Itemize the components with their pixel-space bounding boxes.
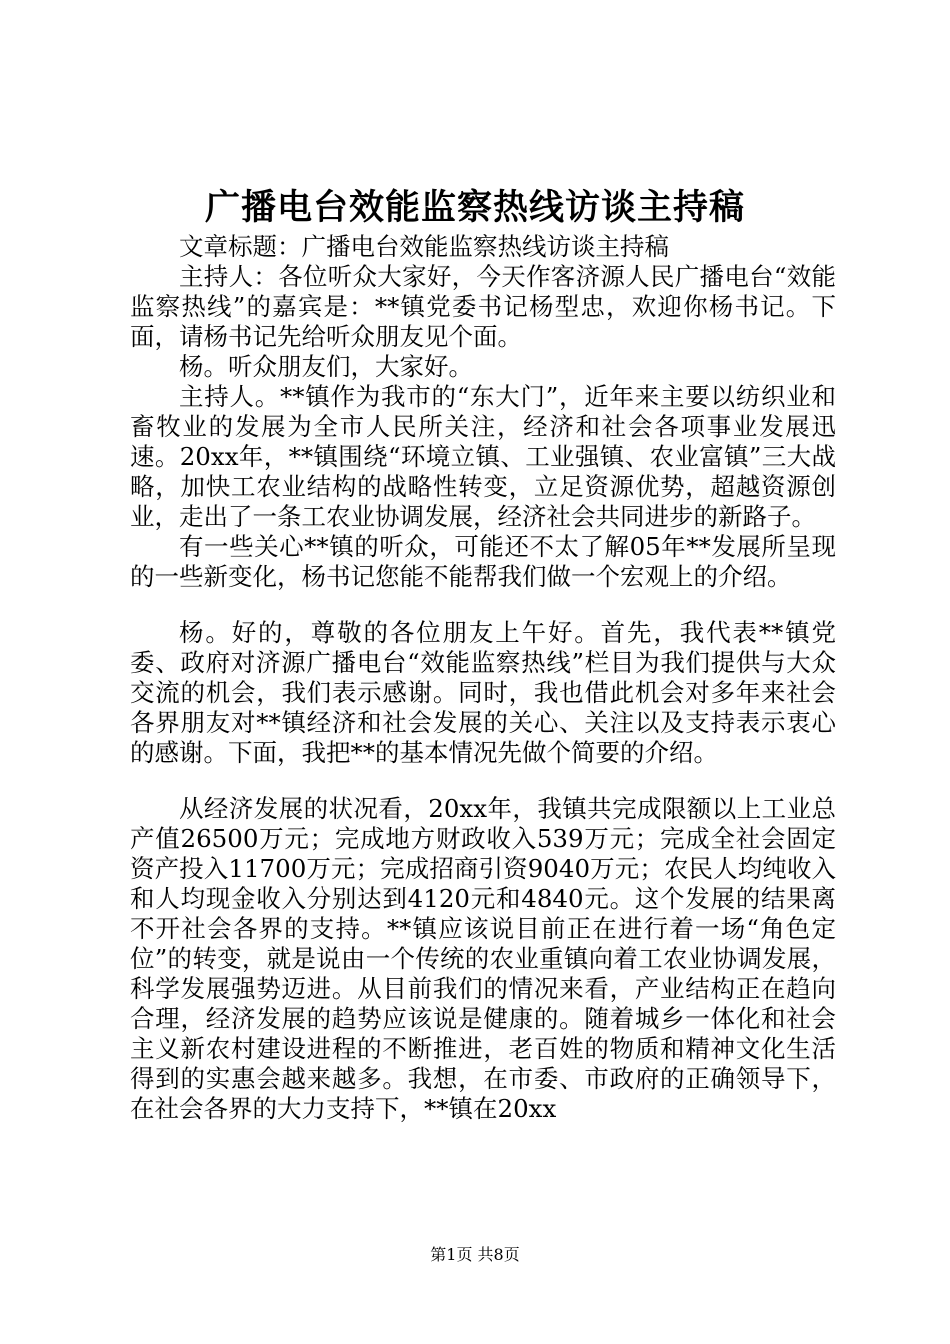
page-number-footer: 第1页 共8页 <box>430 1245 520 1264</box>
document-title: 广播电台效能监察热线访谈主持稿 <box>204 187 745 228</box>
paragraph-host-intro: 主持人：各位听众大家好，今天作客济源人民广播电台“效能监察热线”的嘉宾是：**镇党委书记杨型忠，欢迎你杨书记。下面，请杨书记先给听众朋友见个面。 <box>130 262 836 351</box>
paragraph-economic-status: 从经济发展的状况看，20xx年，我镇共完成限额以上工业总产值26500万元；完成地方财政收入539万元；完成全社会固定资产投入11700万元；完成招商引资9040万元；农民人均纯收入和人均现金收入分别达到4120元和4840元。这个发展的结果离不开社会各界的支持。**镇应该说目前正在进行着一场“角色定位”的转变，就是说由一个传统的农业重镇向着工农业协调发展，科学发展强势迈进。从目前我们的情况来看，产业结构正在趋向合理，经济发展的趋势应该说是健康的。随着城乡一体化和社会主义新农村建设进程的不断推进，老百姓的物质和精神文化生活得到的实惠会越来越多。我想，在市委、市政府的正确领导下，在社会各界的大力支持下，**镇在20xx <box>130 794 836 1123</box>
paragraph-host-question: 有一些关心**镇的听众，可能还不太了解05年**发展所呈现的一些新变化，杨书记您能不能帮我们做一个宏观上的介绍。 <box>130 532 836 591</box>
paragraph-article-heading: 文章标题：广播电台效能监察热线访谈主持稿 <box>179 232 669 261</box>
paragraph-host-background: 主持人。**镇作为我市的“东大门”，近年来主要以纺织业和畜牧业的发展为全市人民所关注，经济和社会各项事业发展迅速。20xx年，**镇围绕“环境立镇、工业强镇、农业富镇”三大战略，加快工农业结构的战略性转变，立足资源优势，超越资源创业，走出了一条工农业协调发展，经济社会共同进步的新路子。 <box>130 382 836 531</box>
paragraph-yang-thanks: 杨。好的，尊敬的各位朋友上午好。首先，我代表**镇党委、政府对济源广播电台“效能监察热线”栏目为我们提供与大众交流的机会，我们表示感谢。同时，我也借此机会对多年来社会各界朋友对**镇经济和社会发展的关心、关注以及支持表示衷心的感谢。下面，我把**的基本情况先做个简要的介绍。 <box>130 618 836 767</box>
document-body <box>130 232 836 1124</box>
paragraph-yang-greeting: 杨。听众朋友们，大家好。 <box>179 352 473 381</box>
